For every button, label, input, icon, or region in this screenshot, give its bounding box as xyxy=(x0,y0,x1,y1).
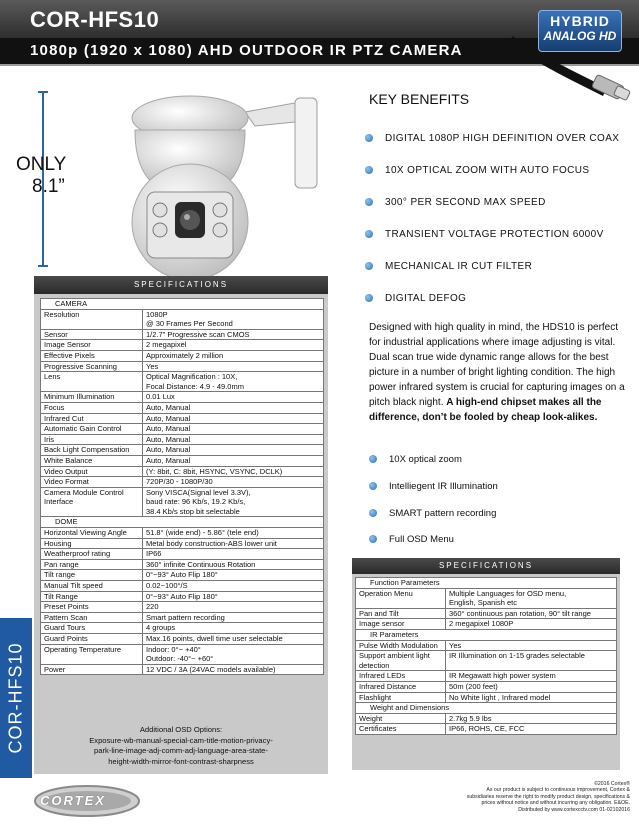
spec-label: Automatic Gain Control xyxy=(41,424,143,435)
spec-label: Pan range xyxy=(41,559,143,570)
spec-row xyxy=(41,350,324,361)
spec-label: Tilt range xyxy=(41,570,143,581)
dimension-cap-top xyxy=(38,91,48,93)
spec-row xyxy=(41,634,324,645)
spec-value: Indoor: 0°~ +40° Outdoor: -40°~ +60° xyxy=(143,644,324,664)
spec-value: IR Illumination on 1-15 grades selectable xyxy=(446,651,617,671)
specifications-table xyxy=(40,298,324,675)
key-benefits-title: KEY BENEFITS xyxy=(369,91,470,107)
additional-osd-text: Exposure-wb-manual-special-cam-title-motion-privacy- park-line-image-adj-comm-adj-language-area-state- height-width-mirror-font-contrast-sharpness xyxy=(89,735,273,766)
bullet-icon xyxy=(369,482,377,490)
spec-label: Pattern Scan xyxy=(41,612,143,623)
spec-value: 0°~93° Auto Flip 180° xyxy=(143,591,324,602)
spec-section-row xyxy=(41,299,324,310)
spec-value: Approximately 2 million xyxy=(143,350,324,361)
spec-value: 1/2.7" Progressive scan CMOS xyxy=(143,329,324,340)
spec-value: 51.8° (wide end) - 5.86° (tele end) xyxy=(143,528,324,539)
spec-row xyxy=(41,413,324,424)
spec-row xyxy=(41,549,324,560)
spec-value: Auto, Manual xyxy=(143,402,324,413)
spec-section-label: Function Parameters xyxy=(356,578,617,589)
spec-row xyxy=(41,528,324,539)
spec-label: Camera Module Control Interface xyxy=(41,487,143,517)
spec-row xyxy=(41,612,324,623)
spec-row xyxy=(41,455,324,466)
spec-row xyxy=(41,309,324,329)
spec-row xyxy=(41,559,324,570)
bullet-icon xyxy=(365,198,373,206)
spec-value: Auto, Manual xyxy=(143,455,324,466)
bullet-icon xyxy=(365,166,373,174)
spec-row xyxy=(356,608,617,619)
spec-row xyxy=(356,713,617,724)
spec-value: IR Megawatt high power system xyxy=(446,671,617,682)
key-benefit-item: TRANSIENT VOLTAGE PROTECTION 6000V xyxy=(365,229,604,240)
dimension-size-label: 8.1” xyxy=(32,176,65,197)
hybrid-analog-hd-badge: HYBRID ANALOG HD xyxy=(538,10,622,52)
spec-row xyxy=(41,570,324,581)
spec-value: IP66 xyxy=(143,549,324,560)
legal-notice: ©2016 Cortex® As our product is subject to continuous improvement, Cortex & subsidiaries reserve the right to modify product design, specifications & prices without notice and without incurring any obligation. E&OE. Distributed by www.cortexcctv.com 01-02102016 xyxy=(466,781,630,813)
spec-label: Operation Menu xyxy=(356,588,446,608)
spec-value: 360° infinite Continuous Rotation xyxy=(143,559,324,570)
dimension-only-label: ONLY xyxy=(16,154,67,175)
spec-value: Auto, Manual xyxy=(143,424,324,435)
spec-label: Operating Temperature xyxy=(41,644,143,664)
function-specifications-header: SPECIFICATIONS xyxy=(352,558,620,574)
dimension-cap-bottom xyxy=(38,265,48,267)
bullet-icon xyxy=(365,230,373,238)
spec-value: Yes xyxy=(143,361,324,372)
bullet-icon xyxy=(365,262,373,270)
feature-item: Full OSD Menu xyxy=(369,534,454,545)
feature-item: Intelliegent IR Illumination xyxy=(369,481,498,492)
bullet-icon xyxy=(369,509,377,517)
spec-label: Guard Points xyxy=(41,634,143,645)
spec-row xyxy=(41,581,324,592)
spec-label: Minimum Illumination xyxy=(41,392,143,403)
product-subtitle: 1080p (1920 x 1080) AHD OUTDOOR IR PTZ CAMERA xyxy=(30,42,463,59)
spec-label: White Balance xyxy=(41,455,143,466)
spec-label: Infrared Cut xyxy=(41,413,143,424)
key-benefit-item: DIGITAL DEFOG xyxy=(365,293,466,304)
specifications-header: SPECIFICATIONS xyxy=(34,276,328,294)
model-title: COR-HFS10 xyxy=(30,7,160,32)
spec-section-row xyxy=(356,629,617,640)
ptz-camera-image xyxy=(95,90,335,280)
feature-item: SMART pattern recording xyxy=(369,508,496,519)
spec-label: Weatherproof rating xyxy=(41,549,143,560)
spec-value: Yes xyxy=(446,640,617,651)
spec-label: Video Format xyxy=(41,477,143,488)
spec-section-label: DOME xyxy=(41,517,324,528)
spec-value: 1080P @ 30 Frames Per Second xyxy=(143,309,324,329)
spec-label: Infrared Distance xyxy=(356,681,446,692)
spec-value: 0.01 Lux xyxy=(143,392,324,403)
spec-section-label: Weight and Dimensions xyxy=(356,703,617,714)
product-description: Designed with high quality in mind, the HDS10 is perfect for industrial applications where image adjusting is vital. Dual scan true wide dynamic range allows for the best picture in a number of bright lighting condition. The high power infrared system is crucial for capturing images on a pitch black night. A high-end chipset makes all the difference, don’t be fooled by cheap look-alikes. xyxy=(369,322,625,423)
spec-value: 12 VDC / 3A (24VAC models available) xyxy=(143,664,324,675)
spec-label: Sensor xyxy=(41,329,143,340)
spec-value: 220 xyxy=(143,602,324,613)
key-benefit-item: 10X OPTICAL ZOOM WITH AUTO FOCUS xyxy=(365,165,590,176)
spec-label: Resolution xyxy=(41,309,143,329)
cortex-logo-text: CORTEX xyxy=(40,793,106,808)
spec-row xyxy=(41,602,324,613)
spec-label: Guard Tours xyxy=(41,623,143,634)
spec-value: 0°~93° Auto Flip 180° xyxy=(143,570,324,581)
additional-osd-title: Additional OSD Options: xyxy=(139,725,223,734)
spec-row xyxy=(41,487,324,517)
spec-label: Back Light Compensation xyxy=(41,445,143,456)
key-benefit-item: 300° PER SECOND MAX SPEED xyxy=(365,197,546,208)
spec-row xyxy=(356,640,617,651)
spec-label: Manual Tilt speed xyxy=(41,581,143,592)
spec-label: Video Output xyxy=(41,466,143,477)
spec-value: (Y: 8bit, C: 8bit, HSYNC, VSYNC, DCLK) xyxy=(143,466,324,477)
spec-label: Power xyxy=(41,664,143,675)
spec-label: Horizontal Viewing Angle xyxy=(41,528,143,539)
spec-row xyxy=(41,372,324,392)
spec-value: 360° continuous pan rotation, 90° tilt range xyxy=(446,608,617,619)
spec-label: Focus xyxy=(41,402,143,413)
spec-row xyxy=(356,681,617,692)
spec-row xyxy=(41,361,324,372)
spec-label: Flashlight xyxy=(356,692,446,703)
key-benefit-item: MECHANICAL IR CUT FILTER xyxy=(365,261,532,272)
spec-label: Image Sensor xyxy=(41,340,143,351)
additional-osd-options xyxy=(34,725,328,767)
spec-section-row xyxy=(356,703,617,714)
bullet-icon xyxy=(369,455,377,463)
spec-section-row xyxy=(356,578,617,589)
spec-label: Pulse Width Modulation xyxy=(356,640,446,651)
spec-value: 2 megapixel xyxy=(143,340,324,351)
spec-value: Multiple Languages for OSD menu, English, Spanish etc xyxy=(446,588,617,608)
spec-row xyxy=(41,340,324,351)
spec-value: 0.02~100°/S xyxy=(143,581,324,592)
spec-label: Effective Pixels xyxy=(41,350,143,361)
spec-row xyxy=(356,724,617,735)
spec-row xyxy=(41,434,324,445)
spec-row xyxy=(41,329,324,340)
spec-label: Support ambient light detection xyxy=(356,651,446,671)
bullet-icon xyxy=(365,294,373,302)
spec-row xyxy=(356,671,617,682)
spec-label: Weight xyxy=(356,713,446,724)
feature-item: 10X optical zoom xyxy=(369,454,462,465)
spec-label: Image sensor xyxy=(356,619,446,630)
spec-row xyxy=(41,623,324,634)
spec-label: Housing xyxy=(41,538,143,549)
spec-row xyxy=(41,664,324,675)
spec-value: No White light , Infrared model xyxy=(446,692,617,703)
spec-row xyxy=(41,424,324,435)
key-benefit-item: DIGITAL 1080P HIGH DEFINITION OVER COAX xyxy=(365,133,619,144)
spec-value: Metal body construction-ABS lower unit xyxy=(143,538,324,549)
spec-label: Lens xyxy=(41,372,143,392)
spec-value: Auto, Manual xyxy=(143,413,324,424)
spec-section-label: CAMERA xyxy=(41,299,324,310)
spec-label: Tilt Range xyxy=(41,591,143,602)
spec-value: 2.7kg 5.9 lbs xyxy=(446,713,617,724)
spec-row xyxy=(41,477,324,488)
spec-row xyxy=(41,538,324,549)
function-specifications-table xyxy=(355,577,617,735)
spec-label: Pan and Tilt xyxy=(356,608,446,619)
spec-value: Smart pattern recording xyxy=(143,612,324,623)
spec-section-label: IR Parameters xyxy=(356,629,617,640)
spec-value: Max.16 points, dwell time user selectable xyxy=(143,634,324,645)
spec-row xyxy=(41,402,324,413)
sidebar-model-label: COR-HFS10 xyxy=(5,642,26,754)
spec-value: Sony VISCA(Signal level 3.3V), baud rate: 96 Kb/s, 19.2 Kb/s, 38.4 Kb/s stop bit selectable xyxy=(143,487,324,517)
spec-value: 720P/30 - 1080P/30 xyxy=(143,477,324,488)
spec-row xyxy=(356,588,617,608)
spec-row xyxy=(41,644,324,664)
spec-value: IP66, ROHS, CE, FCC xyxy=(446,724,617,735)
spec-label: Progressive Scanning xyxy=(41,361,143,372)
spec-row xyxy=(41,591,324,602)
spec-value: Auto, Manual xyxy=(143,434,324,445)
spec-label: Preset Points xyxy=(41,602,143,613)
spec-row xyxy=(41,445,324,456)
bullet-icon xyxy=(365,134,373,142)
spec-row xyxy=(41,466,324,477)
spec-label: Infrared LEDs xyxy=(356,671,446,682)
bullet-icon xyxy=(369,535,377,543)
spec-value: 50m (200 feet) xyxy=(446,681,617,692)
spec-row xyxy=(356,692,617,703)
spec-label: Iris xyxy=(41,434,143,445)
spec-row xyxy=(356,619,617,630)
spec-value: 2 megapixel 1080P xyxy=(446,619,617,630)
spec-section-row xyxy=(41,517,324,528)
spec-label: Certificates xyxy=(356,724,446,735)
spec-value: 4 groups xyxy=(143,623,324,634)
spec-row xyxy=(41,392,324,403)
spec-value: Optical Magnification : 10X, Focal Distance: 4.9 - 49.0mm xyxy=(143,372,324,392)
spec-row xyxy=(356,651,617,671)
spec-value: Auto, Manual xyxy=(143,445,324,456)
